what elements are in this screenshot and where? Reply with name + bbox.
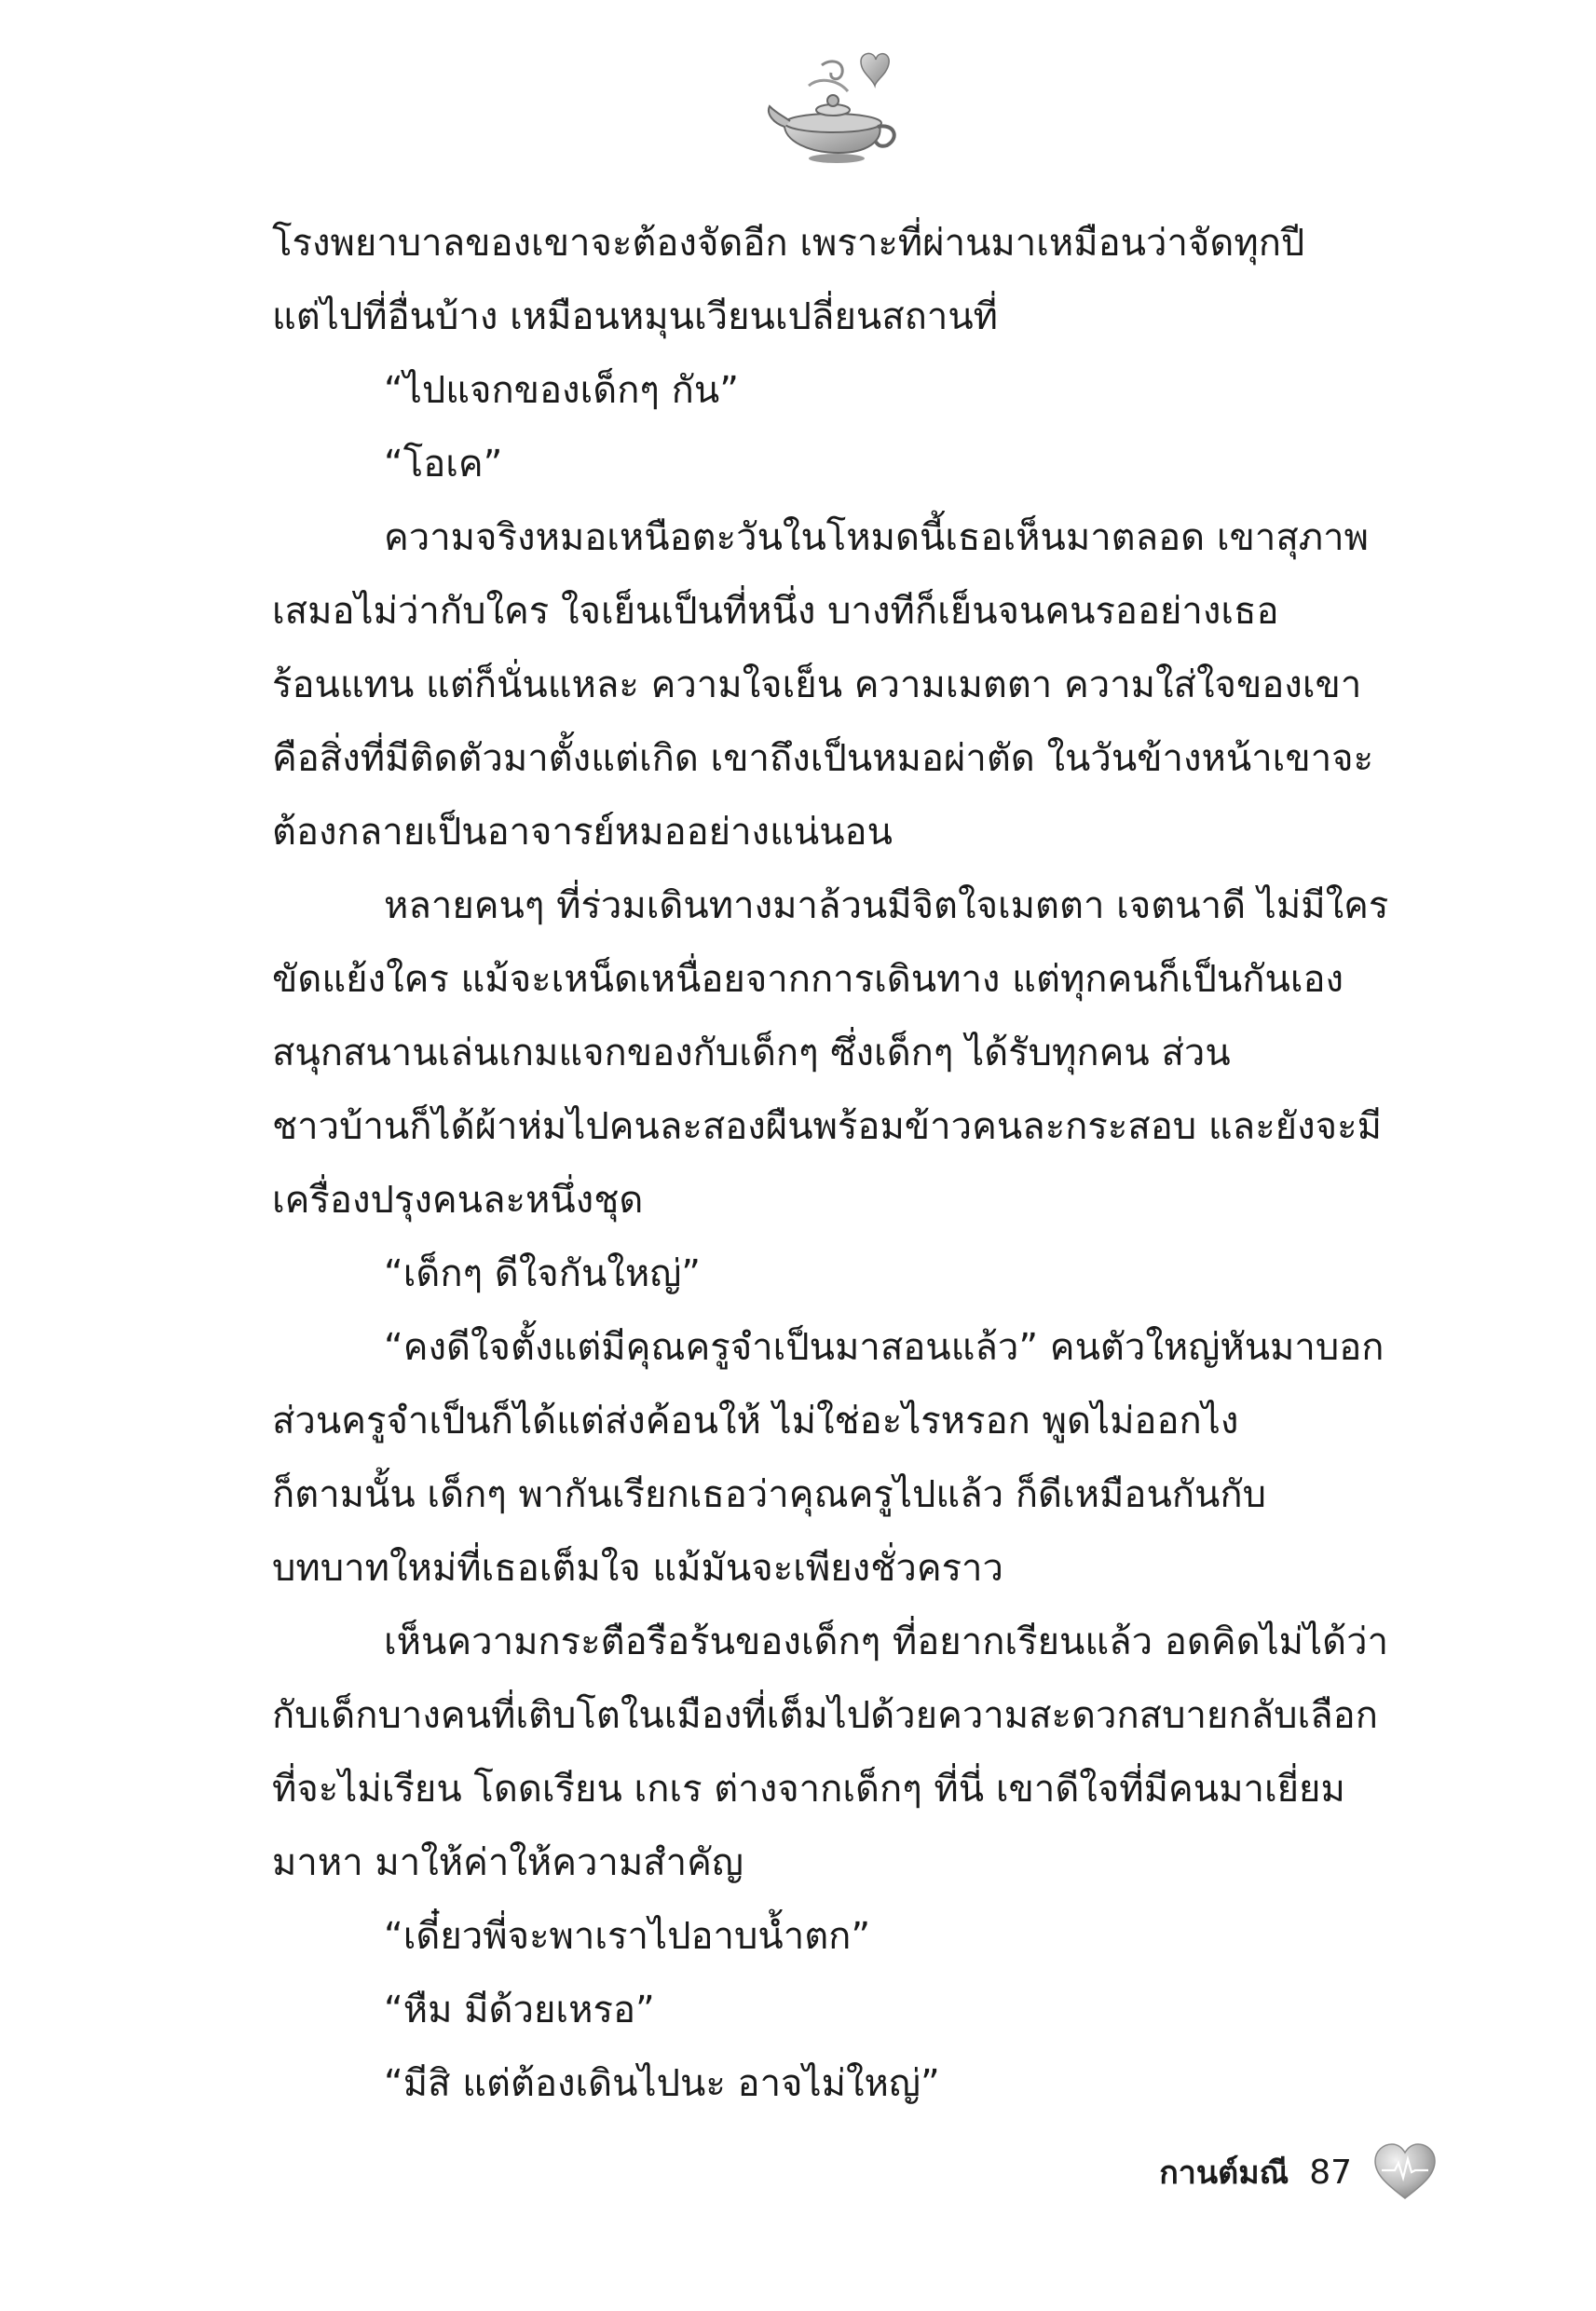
page-number: 87 <box>1309 2153 1352 2192</box>
text-line: “เด็กๆ ดีใจกันใหญ่” <box>384 1252 701 1295</box>
text-line: ก็ตามนั้น เด็กๆ พากันเรียกเธอว่าคุณครูไปแล้ว ก็ดีเหมือนกันกับ <box>272 1473 1266 1516</box>
text-line: ที่จะไม่เรียน โดดเรียน เกเร ต่างจากเด็กๆ ที่นี่ เขาดีใจที่มีคนมาเยี่ยม <box>272 1768 1345 1811</box>
body-text <box>272 207 1409 2121</box>
text-line: โรงพยาบาลของเขาจะต้องจัดอีก เพราะที่ผ่านมาเหมือนว่าจัดทุกปี <box>272 222 1305 265</box>
text-line: “หืม มีด้วยเหรอ” <box>384 1989 655 2031</box>
heart-pulse-icon <box>1372 2142 1438 2202</box>
text-line: คือสิ่งที่มีติดตัวมาตั้งแต่เกิด เขาถึงเป็นหมอผ่าตัด ในวันข้างหน้าเขาจะ <box>272 737 1374 780</box>
text-line: “โอเค” <box>384 443 503 485</box>
page-footer <box>1159 2140 1438 2205</box>
text-line: ต้องกลายเป็นอาจารย์หมออย่างแน่นอน <box>272 811 893 854</box>
text-line: เห็นความกระตือรือร้นของเด็กๆ ที่อยากเรียนแล้ว อดคิดไม่ได้ว่า <box>384 1620 1389 1663</box>
text-line: ชาวบ้านก็ได้ผ้าห่มไปคนละสองผืนพร้อมข้าวคนละกระสอบ และยังจะมี <box>272 1105 1382 1148</box>
text-line: สนุกสนานเล่นเกมแจกของกับเด็กๆ ซึ่งเด็กๆ ได้รับทุกคน ส่วน <box>272 1032 1231 1074</box>
text-line: ขัดแย้งใคร แม้จะเหน็ดเหนื่อยจากการเดินทาง แต่ทุกคนก็เป็นกันเอง <box>272 958 1344 1001</box>
text-line: ความจริงหมอเหนือตะวันในโหมดนี้เธอเห็นมาตลอด เขาสุภาพ <box>384 516 1369 559</box>
text-line: หลายคนๆ ที่ร่วมเดินทางมาล้วนมีจิตใจเมตตา เจตนาดี ไม่มีใคร <box>384 884 1389 927</box>
lamp-heart-icon <box>764 48 904 170</box>
text-line: เสมอไม่ว่ากับใคร ใจเย็นเป็นที่หนึ่ง บางทีก็เย็นจนคนรออย่างเธอ <box>272 590 1279 633</box>
text-line: “คงดีใจตั้งแต่มีคุณครูจำเป็นมาสอนแล้ว” คนตัวใหญ่หันมาบอก <box>384 1326 1385 1369</box>
text-line: ส่วนครูจำเป็นก็ได้แต่ส่งค้อนให้ ไม่ใช่อะไรหรอก พูดไม่ออกไง <box>272 1400 1239 1443</box>
text-line: มาหา มาให้ค่าให้ความสำคัญ <box>272 1841 743 1884</box>
text-line: บทบาทใหม่ที่เธอเต็มใจ แม้มันจะเพียงชั่วคราว <box>272 1547 1003 1590</box>
text-line: แต่ไปที่อื่นบ้าง เหมือนหมุนเวียนเปลี่ยนสถานที่ <box>272 295 999 338</box>
text-line: กับเด็กบางคนที่เติบโตในเมืองที่เต็มไปด้วยความสะดวกสบายกลับเลือก <box>272 1694 1378 1737</box>
text-line: “มีสิ แต่ต้องเดินไปนะ อาจไม่ใหญ่” <box>384 2062 940 2105</box>
text-line: “ไปแจกของเด็กๆ กัน” <box>384 369 739 412</box>
text-line: ร้อนแทน แต่ก็นั่นแหละ ความใจเย็น ความเมตตา ความใส่ใจของเขา <box>272 663 1362 706</box>
book-title: กานต์มณี <box>1159 2154 1289 2192</box>
text-line: เครื่องปรุงคนละหนึ่งชุด <box>272 1179 644 1222</box>
text-line: “เดี๋ยวพี่จะพาเราไปอาบน้ำตก” <box>384 1915 871 1958</box>
